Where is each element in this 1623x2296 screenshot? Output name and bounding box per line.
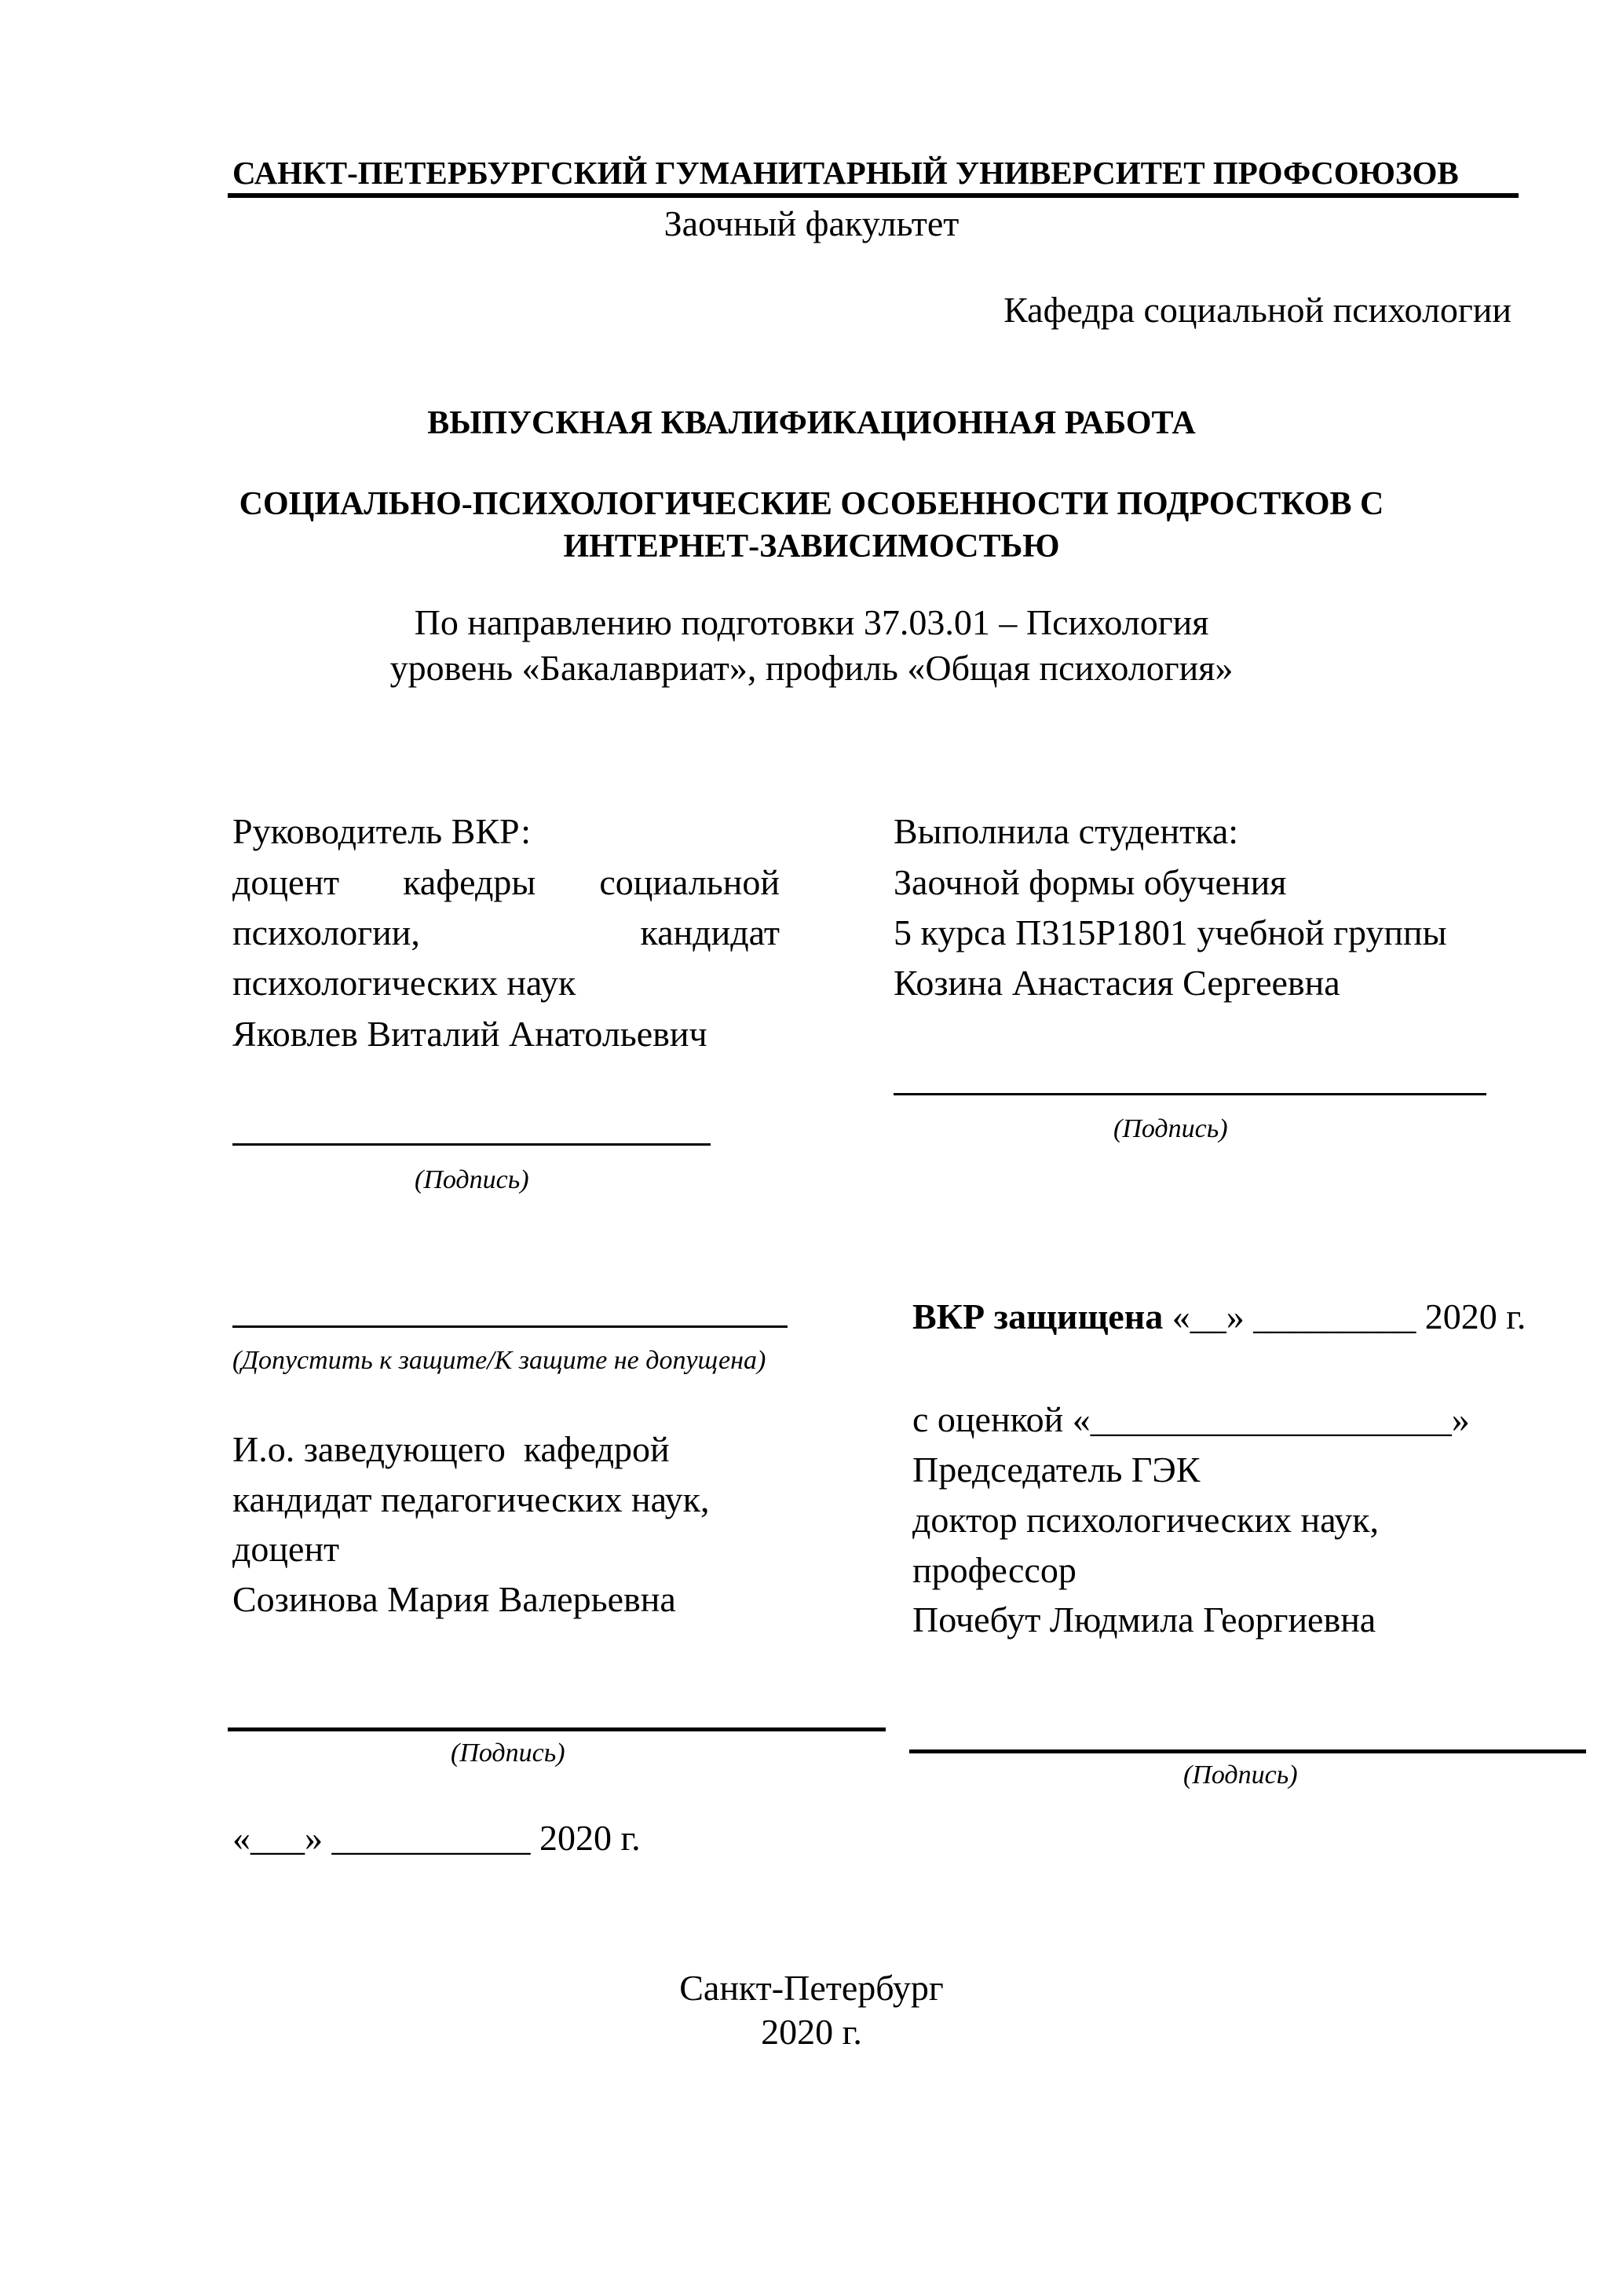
header-rule [228, 193, 1519, 198]
supervisor-word: доцент [232, 862, 340, 902]
chair-name: Почебут Людмила Георгиевна [912, 1600, 1376, 1640]
student-signature-line[interactable] [894, 1093, 1486, 1095]
university-name: САНКТ-ПЕТЕРБУРГСКИЙ ГУМАНИТАРНЫЙ УНИВЕРСИТЕТ ПРОФСОЮЗОВ [232, 155, 1459, 191]
faculty-name: Заочный факультет [663, 203, 960, 243]
supervisor-name: Яковлев Виталий Анатольевич [232, 1014, 707, 1054]
supervisor-word: кандидат [640, 912, 780, 952]
chair-signature-line[interactable] [909, 1749, 1586, 1753]
footer-year: 2020 г. [761, 2012, 862, 2052]
student-signature-caption: (Подпись) [1113, 1114, 1228, 1143]
student-name: Козина Анастасия Сергеевна [894, 963, 1340, 1003]
direction-line: По направлению подготовки 37.03.01 – Психология [414, 602, 1209, 642]
supervisor-signature-caption: (Подпись) [415, 1165, 529, 1194]
head-rank: доцент [232, 1529, 340, 1569]
chair-degree: доктор психологических наук, [912, 1500, 1380, 1540]
supervisor-position-line [232, 862, 780, 902]
chair-rank: профессор [912, 1550, 1077, 1590]
student-group: 5 курса П315Р1801 учебной группы [894, 912, 1447, 952]
footer-city: Санкт-Петербург [679, 1968, 944, 2008]
supervisor-word: кафедры [403, 862, 536, 902]
head-degree: кандидат педагогических наук, [232, 1479, 710, 1519]
defense-date: «__» _________ 2020 г. [1163, 1296, 1526, 1336]
supervisor-degree-line [232, 912, 780, 952]
head-signature-caption: (Подпись) [451, 1738, 565, 1768]
topic-line-2: ИНТЕРНЕТ-ЗАВИСИМОСТЬЮ [563, 528, 1060, 565]
level-profile-line: уровень «Бакалавриат», профиль «Общая психология» [389, 648, 1234, 688]
student-study-form: Заочной формы обучения [894, 862, 1287, 902]
supervisor-signature-line[interactable] [232, 1143, 711, 1146]
topic-line-1: СОЦИАЛЬНО-ПСИХОЛОГИЧЕСКИЕ ОСОБЕННОСТИ ПОДРОСТКОВ С [239, 486, 1384, 522]
supervisor-degree-line-2: психологических наук [232, 963, 576, 1003]
department-name: Кафедра социальной психологии [1003, 290, 1512, 330]
supervisor-word: социальной [599, 862, 780, 902]
head-name: Созинова Мария Валерьевна [232, 1579, 676, 1619]
defense-label: ВКР защищена [912, 1296, 1164, 1336]
chair-title: Председатель ГЭК [912, 1450, 1201, 1490]
head-signature-line[interactable] [228, 1727, 886, 1731]
supervisor-word: психологии, [232, 912, 420, 952]
student-label: Выполнила студентка: [894, 811, 1239, 851]
work-type-heading: ВЫПУСКНАЯ КВАЛИФИКАЦИОННАЯ РАБОТА [427, 405, 1196, 441]
head-approval-date[interactable]: «___» ___________ 2020 г. [232, 1818, 641, 1858]
admission-caption: (Допустить к защите/К защите не допущена) [232, 1346, 766, 1375]
defense-grade[interactable]: с оценкой «____________________» [912, 1399, 1470, 1439]
head-position: И.о. заведующего кафедрой [232, 1429, 670, 1469]
supervisor-label: Руководитель ВКР: [232, 811, 532, 851]
defense-date-line[interactable] [912, 1296, 1526, 1336]
chair-signature-caption: (Подпись) [1183, 1760, 1298, 1790]
admission-line[interactable] [232, 1325, 788, 1328]
